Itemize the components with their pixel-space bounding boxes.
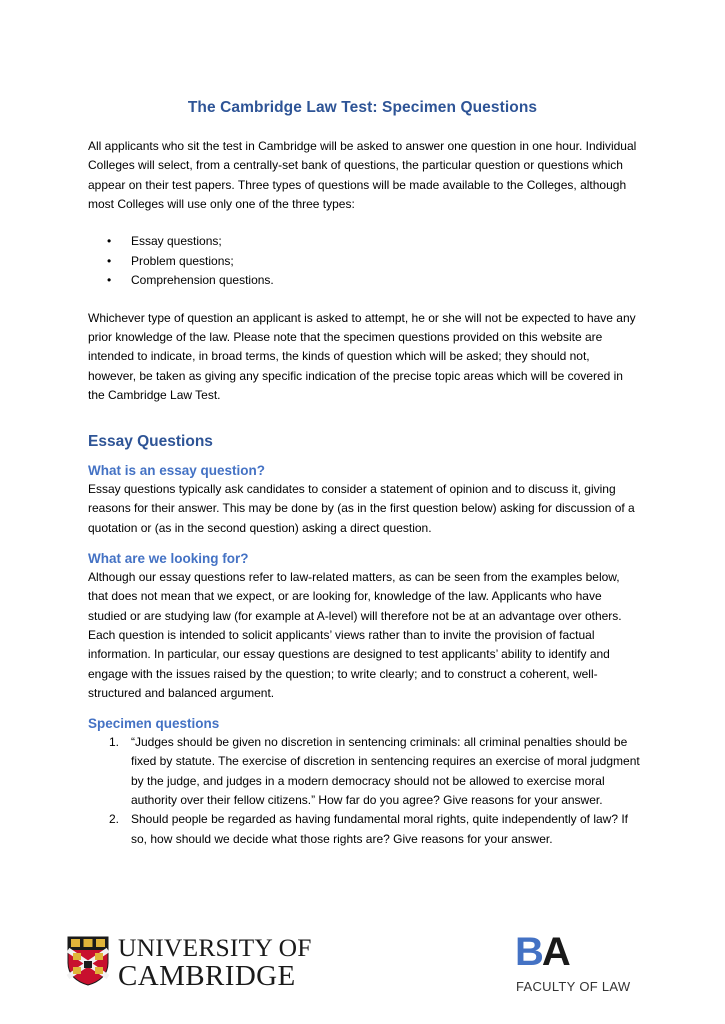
university-crest-icon [66, 935, 110, 987]
list-item-label: Problem questions; [131, 253, 234, 268]
university-logo [66, 935, 326, 991]
question-types-list [88, 232, 640, 291]
essay-section-heading: Essay Questions [88, 433, 213, 451]
list-item [88, 733, 640, 810]
list-item-label: Essay questions; [131, 234, 222, 249]
university-line-2: CAMBRIDGE [118, 960, 296, 992]
bullet-icon: • [107, 273, 112, 288]
faculty-logo [515, 932, 645, 1002]
document-body [88, 137, 640, 849]
list-item-text: “Judges should be given no discretion in sentencing criminals: all criminal penalties should be fixed by statute. The exercise of discretion in sentencing requires an exercise of moral judgment by the judge, and judges in a modern democracy should not be allowed to exercise moral authority over their fellow citizens.” How far do you agree? Give reasons for your answer. [131, 735, 640, 808]
list-item-text: Should people be regarded as having fundamental moral rights, quite independently of law? If so, how should we decide what those rights are? Give reasons for your answer. [131, 812, 628, 846]
list-item-label: Comprehension questions. [131, 273, 274, 288]
what-is-essay-paragraph: Essay questions typically ask candidates to consider a statement of opinion and to discuss it, giving reasons for their answer. This may be done by (as in the first question below) asking for discussion of a quotation or (as in the second question) asking a direct question. [88, 482, 635, 535]
ba-logo-b: B [515, 930, 542, 974]
list-item [88, 271, 640, 291]
bullet-icon: • [107, 253, 112, 268]
faculty-name: FACULTY OF LAW [516, 979, 631, 994]
specimen-questions-list [88, 733, 640, 849]
university-line-1: UNIVERSITY OF [118, 933, 312, 962]
list-item-number: 1. [109, 735, 120, 750]
looking-for-heading: What are we looking for? [88, 551, 249, 567]
looking-for-paragraph: Although our essay questions refer to law-related matters, as can be seen from the examples below, that does not mean that we expect, or are looking for, knowledge of the law. Applicants who have studied or are studying law (for example at A-level) will therefore not be at an advantage over others. Each question is intended to solicit applicants’ views rather than to invite the provision of factual information. In particular, our essay questions are designed to test applicants’ ability to identify and engage with the issues raised by the question; to write clearly; and to construct a coherent, well-structured and balanced argument. [88, 570, 622, 700]
list-item [88, 232, 640, 252]
specimen-questions-heading: Specimen questions [88, 716, 220, 732]
list-item [88, 252, 640, 272]
what-is-essay-heading: What is an essay question? [88, 463, 266, 479]
intro-paragraph-2: Whichever type of question an applicant is asked to attempt, he or she will not be expected to have any prior knowledge of the law. Please note that the specimen questions provided on this website are intended to indicate, in broad terms, the kinds of question which will be asked; they should not, however, be taken as giving any specific indication of the precise topic areas which will be covered in the Cambridge Law Test. [88, 310, 636, 402]
list-item-number: 2. [109, 812, 120, 827]
bullet-icon: • [107, 234, 112, 249]
ba-logo-a: A [541, 930, 569, 974]
university-wordmark [118, 933, 312, 992]
list-item [88, 810, 640, 849]
intro-paragraph: All applicants who sit the test in Cambridge will be asked to answer one question in one hour. Individual Colleges will select, from a centrally-set bank of questions, the particular question or questions which appear on their test papers. Three types of questions will be made available to the Colleges, although most Colleges will use only one of the three types: [88, 139, 637, 211]
ba-logo-icon [515, 932, 569, 972]
page-title: The Cambridge Law Test: Specimen Questions [187, 99, 538, 116]
